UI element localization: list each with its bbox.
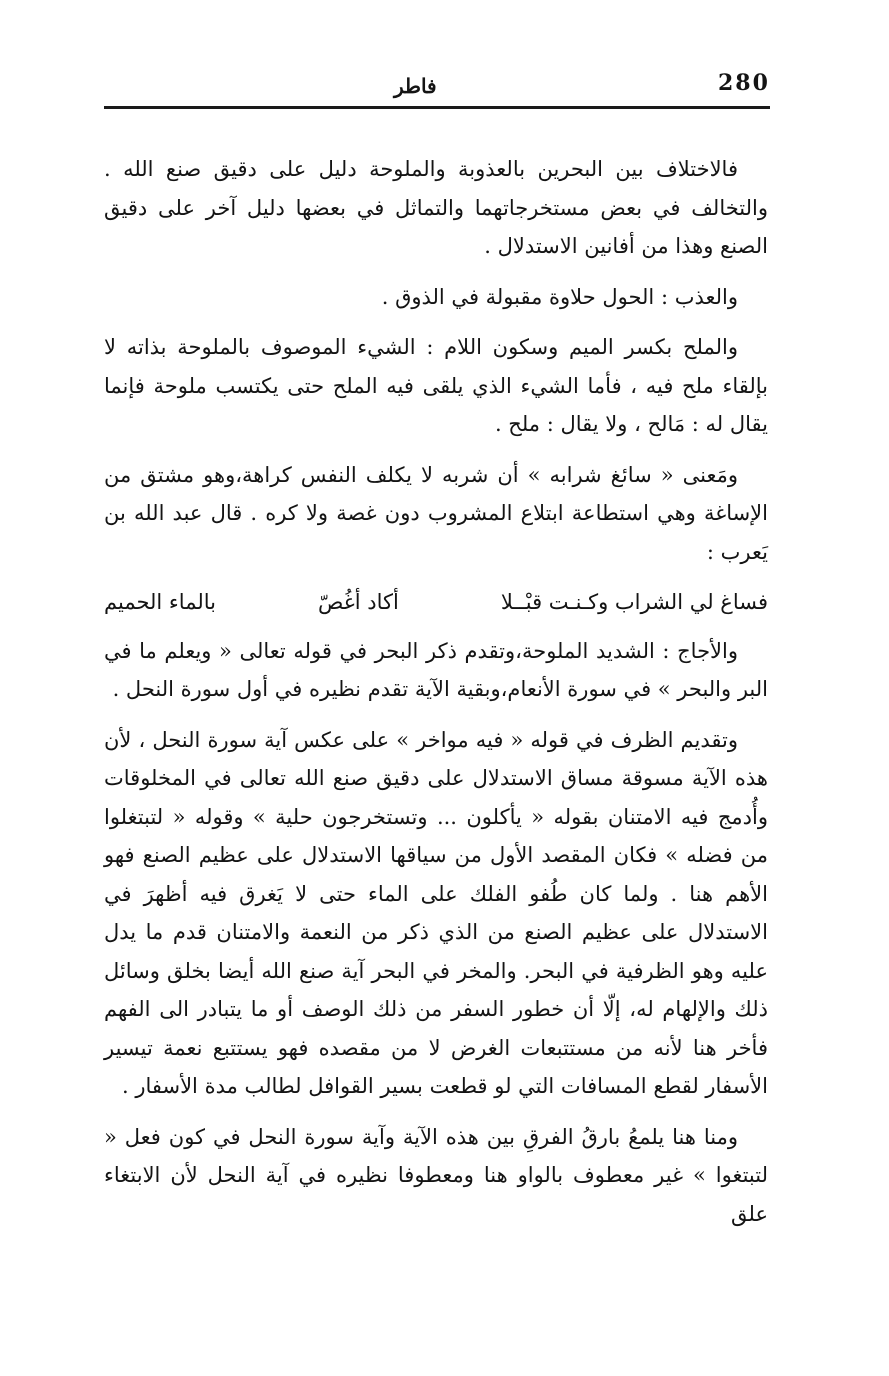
header-rule: [104, 106, 770, 109]
paragraph-fresh-water: والعذب : الحول حلاوة مقبولة في الذوق .: [381, 284, 738, 309]
page-body: [104, 150, 768, 1245]
paragraph-distinction: ومنا هنا يلمعُ بارقُ الفرقِ بين هذه الآية وآية سورة النحل في كون فعل « لتبتغوا » غير معطوف بالواو هنا ومعطوفا نظيره في آية النحل لأن الابتغاء علق: [104, 1124, 768, 1226]
poetry-verse: [104, 583, 768, 622]
page-number: 280: [718, 70, 770, 96]
page-header: [104, 62, 768, 108]
paragraph-difference: فالاختلاف بين البحرين بالعذوبة والملوحة دليل على دقيق صنع الله . والتخالف في بعض مستخرجاتهما والتماثل في بعضها دليل آخر على دقيق الصنع وهذا من أفانين الاستدلال .: [104, 157, 768, 258]
paragraph-adverb-order: وتقديم الظرف في قوله « فيه مواخر » على عكس آية سورة النحل ، لأن هذه الآية مسوقة مساق الاستدلال على دقيق صنع الله تعالى في المخلوقات وأُدمج فيه الامتنان بقوله « يأكلون ... وتستخرجون حلية » وقوله « لتبتغلوا من فضله » فكان المقصد الأول من سياقها الاستدلال على عظيم الصنع فهو الأهم هنا . ولما كان طُفو الفلك على الماء حتى لا يَغرق فيه أظهرَ في الاستدلال على عظيم الصنع من الذي ذكر من النعمة والامتنان قدم ما يدل عليه وهو الظرفية في البحر. والمخر في البحر آية صنع الله أيضا بخلق وسائل ذلك والإلهام له، إلّا أن خطور السفر من ذلك الوصف أو ما يتبادر الى الفهم فأخر هنا لأنه من مستتبعات الغرض لا من مقصده فهو يستتبع نعمة تيسير الأسفار لقطع المسافات التي لو قطعت بسير القوافل لطالب مدة الأسفار .: [104, 727, 768, 1098]
paragraph-palatable: ومَعنى « سائغ شرابه » أن شربه لا يكلف النفس كراهة،وهو مشتق من الإساغة وهي استطاعة ابتلاع المشروب دون غصة ولا كره . قال عبد الله بن يَعرب :: [104, 462, 768, 564]
paragraph-bitter: والأجاج : الشديد الملوحة،وتقدم ذكر البحر في قوله تعالى « ويعلم ما في البر والبحر » في سورة الأنعام،وبقية الآية تقدم نظيره في أول سورة النحل .: [104, 638, 768, 701]
verse-part-2: أكاد أغُصّ: [318, 590, 399, 614]
verse-part-3: بالماء الحميم: [104, 590, 216, 614]
running-title: فاطر: [394, 74, 437, 98]
paragraph-salt: والملح بكسر الميم وسكون اللام : الشيء الموصوف بالملوحة بذاته لا بإلقاء ملح فيه ، فأما الشيء الذي يلقى فيه الملح حتى يكتسب ملوحة فإنما يقال له : مَالح ، ولا يقال : ملح .: [104, 335, 768, 436]
verse-part-1: فساغ لي الشراب وكـنـت قبْــلا: [500, 590, 768, 614]
